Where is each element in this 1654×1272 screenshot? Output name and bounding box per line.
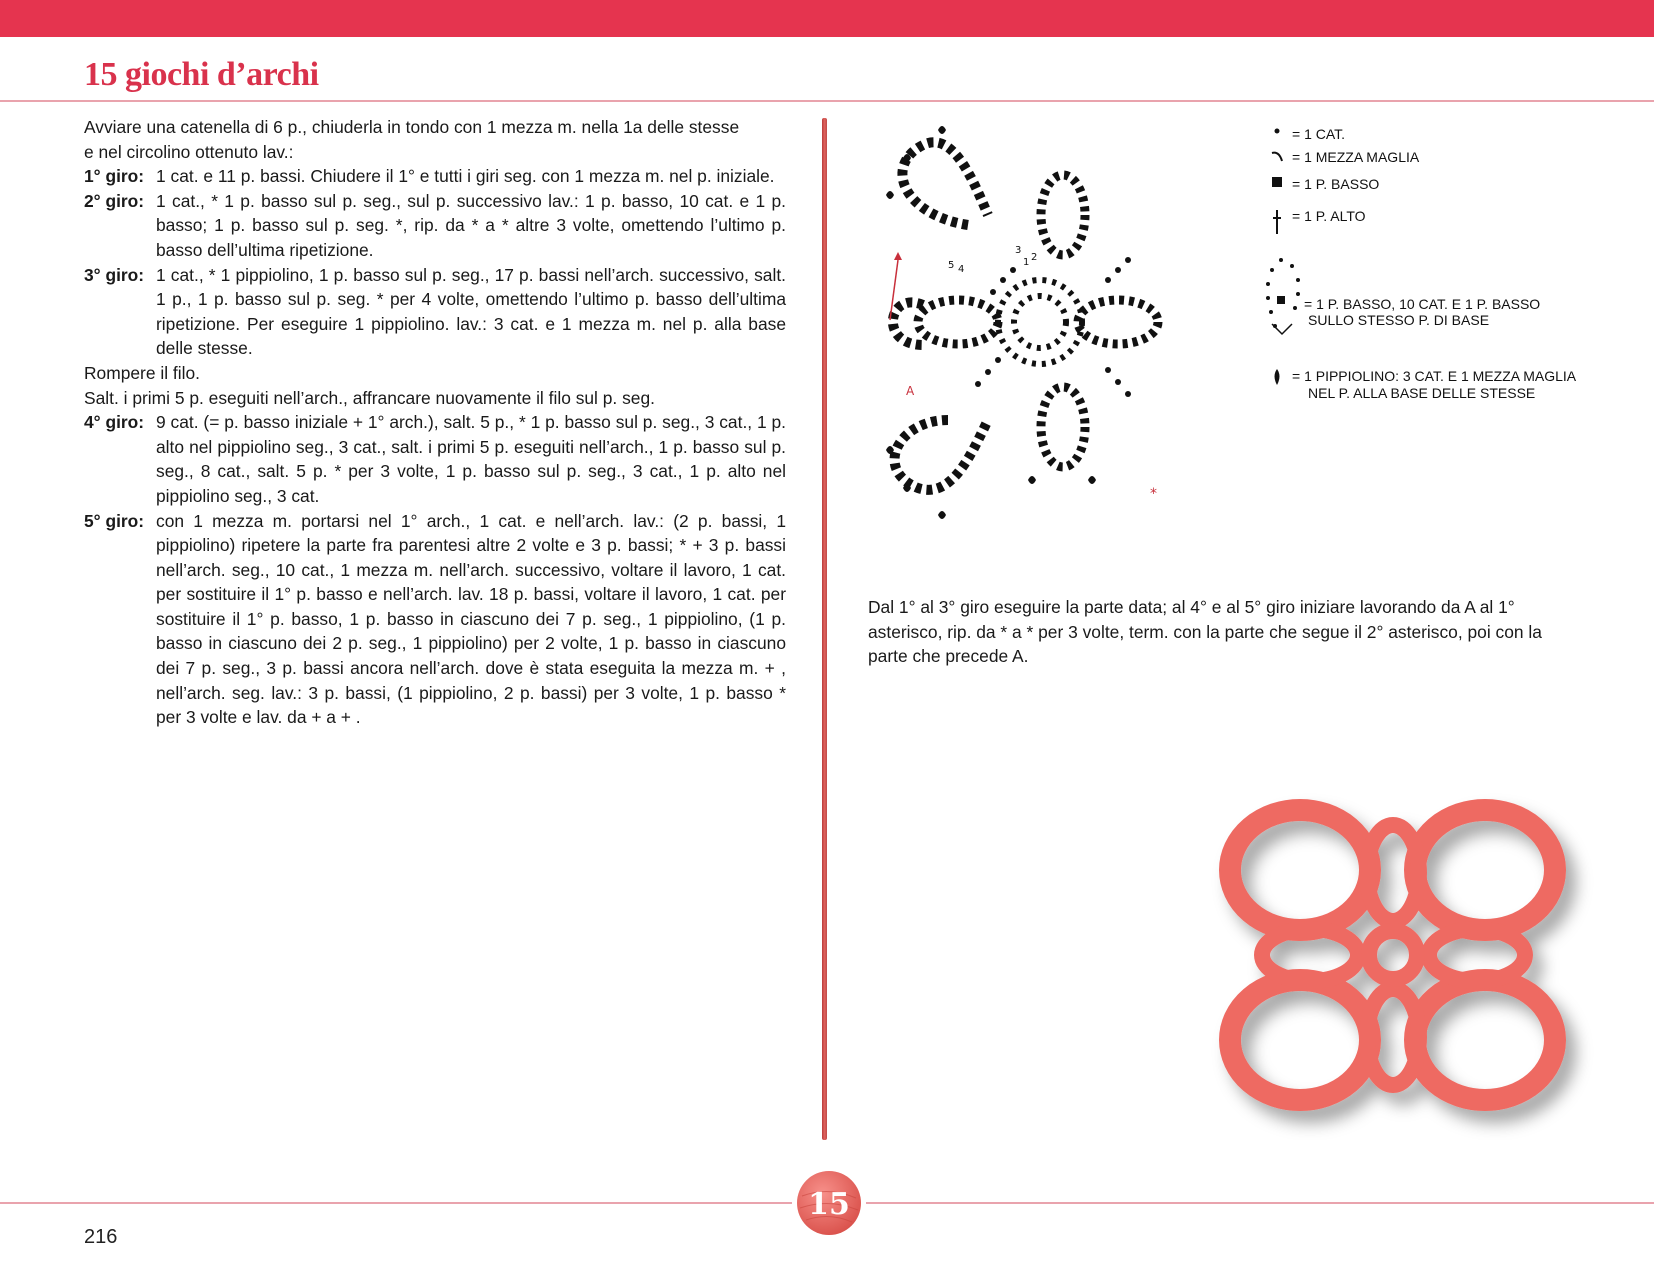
center-ring-outer <box>998 280 1082 364</box>
giro-3 <box>84 263 786 361</box>
motif-petal-right <box>1429 929 1525 981</box>
petal-right <box>1078 300 1158 344</box>
pippiolino <box>1028 476 1036 484</box>
diagram-round-labels <box>948 245 1037 275</box>
legend-text: = 1 CAT. <box>1292 126 1346 142</box>
giro-text: 1 cat., * 1 p. basso sul p. seg., sul p. successivo lav.: 1 p. basso, 10 cat. e 1 p. basso; 1 p. basso sul p. seg. *, rip. da * a * altre 3 volte, omettendo l’ultimo p. basso dell’ultima ripetizione. <box>156 190 786 260</box>
start-arrow <box>890 260 898 320</box>
slip-stitch-icon <box>1262 149 1292 163</box>
arch-top-left <box>902 142 988 225</box>
giro-label: 3° giro: <box>84 264 145 285</box>
motif-center <box>1369 931 1417 979</box>
round-label: 1 <box>1023 257 1030 268</box>
yarn-divider <box>822 118 827 1140</box>
crochet-diagram <box>878 120 1168 540</box>
top-accent-bar <box>0 0 1654 37</box>
giro-1 <box>84 164 786 189</box>
giro-4 <box>84 410 786 508</box>
chain-dot <box>990 289 996 295</box>
motif-petal-left <box>1262 929 1358 981</box>
legend-text: NEL P. ALLA BASE DELLE STESSE <box>1308 385 1536 401</box>
round-label: 3 <box>1015 245 1022 256</box>
legend-row-cat <box>1262 126 1345 142</box>
giro-text: 1 cat., * 1 pippiolino, 1 p. basso sul p. seg., 17 p. bassi nell’arch. successivo, salt. 1 p., 1 p. basso sul p. seg. * per 4 volte, omettendo l’ultimo p. basso dell’ultima ripetizione. Per eseguire 1 pippiolino. lav.: 3 cat. e 1 mezza m. nel p. alla base delle stesse. <box>156 264 786 359</box>
giro-5 <box>84 509 786 730</box>
chain-dot <box>975 381 981 387</box>
asterisk-label: * <box>1150 486 1157 502</box>
salt-line: Salt. i primi 5 p. eseguiti nell’arch., affrancare nuovamente il filo sul p. seg. <box>84 387 655 408</box>
chain-dot <box>1115 267 1121 273</box>
instructions-column <box>84 115 786 730</box>
chain-arch-icon <box>1262 244 1304 339</box>
chain-dot <box>1125 257 1131 263</box>
legend-text: = 1 MEZZA MAGLIA <box>1292 149 1420 165</box>
chain-dot <box>1000 277 1006 283</box>
round-label: 4 <box>958 264 965 275</box>
legend-text: = 1 P. BASSO, 10 CAT. E 1 P. BASSO <box>1304 296 1541 312</box>
giro-text: 1 cat. e 11 p. bassi. Chiudere il 1° e tutti i giri seg. con 1 mezza m. nel p. iniziale. <box>156 166 775 187</box>
chain-dot <box>1010 267 1016 273</box>
giro-2 <box>84 189 786 263</box>
round-label: 5 <box>948 260 955 271</box>
diagram-instructions: Dal 1° al 3° giro eseguire la parte data; al 4° e al 5° giro iniziare lavorando da A al 1° asterisco, rip. da * a * per 3 volte, term. con la parte che segue il 2° asterisco, poi con la parte che precede A. <box>868 597 1542 667</box>
chain-dot <box>1125 391 1131 397</box>
motif-corner-tl <box>1230 810 1370 930</box>
diagram-start-marker <box>890 252 1157 502</box>
giro-label: 2° giro: <box>84 190 145 211</box>
chain-dot <box>985 369 991 375</box>
pippiolino <box>886 191 894 199</box>
motif-corner-tr <box>1415 810 1555 930</box>
round-label: 2 <box>1031 252 1038 263</box>
petal-left <box>918 300 998 344</box>
chain-dot <box>995 357 1001 363</box>
legend-row-mezza <box>1262 149 1419 165</box>
page-number: 216 <box>84 1226 118 1248</box>
start-arrowhead <box>894 252 902 260</box>
giro-label: 5° giro: <box>84 510 145 531</box>
giro-text: con 1 mezza m. portarsi nel 1° arch., 1 cat. e nell’arch. lav.: (2 p. bassi, 1 pippiolino) ripetere la parte fra parentesi altre 2 volte e 3 p. bassi; * + 3 p. bassi nell’arch. seg., 10 cat., 1 mezza m. nell’arch. successivo, voltare il lavoro, 1 cat. per sostituire il 1° p. basso e nell’arch. lav. 18 p. bassi, voltare il lavoro, 1 cat. per sostituire il 1° p. basso, 1 p. basso in ciascuno dei 7 p. seg., 1 pippiolino, (1 p. basso in ciascuno dei 2 p. seg., 1 pippiolino) per 2 volte, 1 p. basso in ciascuno dei 7 p. seg., 3 p. bassi ancora nell’arch. dove è stata eseguita la mezza m. + , nell’arch. seg. lav.: 3 p. bassi, (1 pippiolino, 2 p. bassi) per 3 volte, 1 p. basso * per 3 volte e lav. da + a + . <box>156 510 786 728</box>
motif-petal-top <box>1367 825 1419 921</box>
crochet-motif-photo <box>1195 775 1595 1140</box>
picot-icon <box>1262 368 1292 386</box>
arch-left <box>893 302 923 345</box>
legend-text: = 1 PIPPIOLINO: 3 CAT. E 1 MEZZA MAGLIA <box>1292 368 1577 384</box>
yarn-ball-badge <box>794 1168 864 1238</box>
legend-row-pippiolino <box>1262 368 1576 386</box>
motif-corner-br <box>1415 980 1555 1100</box>
petal-bottom <box>1041 387 1085 467</box>
diagram-corner-arches <box>893 142 988 490</box>
title-rule <box>0 100 1654 102</box>
giro-text: 9 cat. (= p. basso iniziale + 1° arch.), salt. 5 p., * 1 p. basso sul p. seg., 3 cat., 1 p. alto nel pippiolino seg., 3 cat., salt. i primi 5 p. eseguiti nell’arch., 1 p. basso sul p. seg., 8 cat., salt. 5 p. * per 3 volte, 1 p. basso sul p. seg., 3 cat., 1 p. alto nel pippiolino seg., 3 cat. <box>156 412 786 506</box>
legend-row-basso <box>1262 176 1379 192</box>
legend-text: = 1 P. ALTO <box>1292 208 1366 224</box>
legend-text: SULLO STESSO P. DI BASE <box>1308 312 1490 328</box>
center-ring <box>1014 296 1066 348</box>
pippiolino <box>938 126 946 134</box>
double-crochet-icon <box>1262 208 1292 236</box>
square-icon <box>1262 176 1292 188</box>
legend-row-alto <box>1262 208 1366 236</box>
dot-icon <box>1262 126 1292 136</box>
footer-rule-right <box>866 1202 1654 1204</box>
intro-line-2: e nel circolino ottenuto lav.: <box>84 141 294 162</box>
footer-rule-left <box>0 1202 792 1204</box>
chain-dot <box>1115 379 1121 385</box>
page-title: 15 giochi d’archi <box>84 56 319 93</box>
petal-top <box>1041 175 1085 255</box>
diagram-center-ring <box>998 280 1082 364</box>
pippiolino <box>1088 476 1096 484</box>
rompere-line: Rompere il filo. <box>84 362 200 383</box>
chain-dot <box>1105 277 1111 283</box>
badge-number: 15 <box>808 1187 850 1222</box>
start-label: A <box>906 384 915 398</box>
legend-text: = 1 P. BASSO <box>1292 176 1380 192</box>
chain-dot <box>1105 367 1111 373</box>
giro-label: 4° giro: <box>84 412 145 433</box>
motif-petal-bottom <box>1367 989 1419 1085</box>
motif-corner-bl <box>1230 980 1370 1100</box>
arch-bottom-left <box>895 420 988 490</box>
pippiolino <box>938 511 946 519</box>
intro-line-1: Avviare una catenella di 6 p., chiuderla in tondo con 1 mezza m. nella 1a delle stesse <box>84 117 740 137</box>
giro-label: 1° giro: <box>84 166 145 187</box>
